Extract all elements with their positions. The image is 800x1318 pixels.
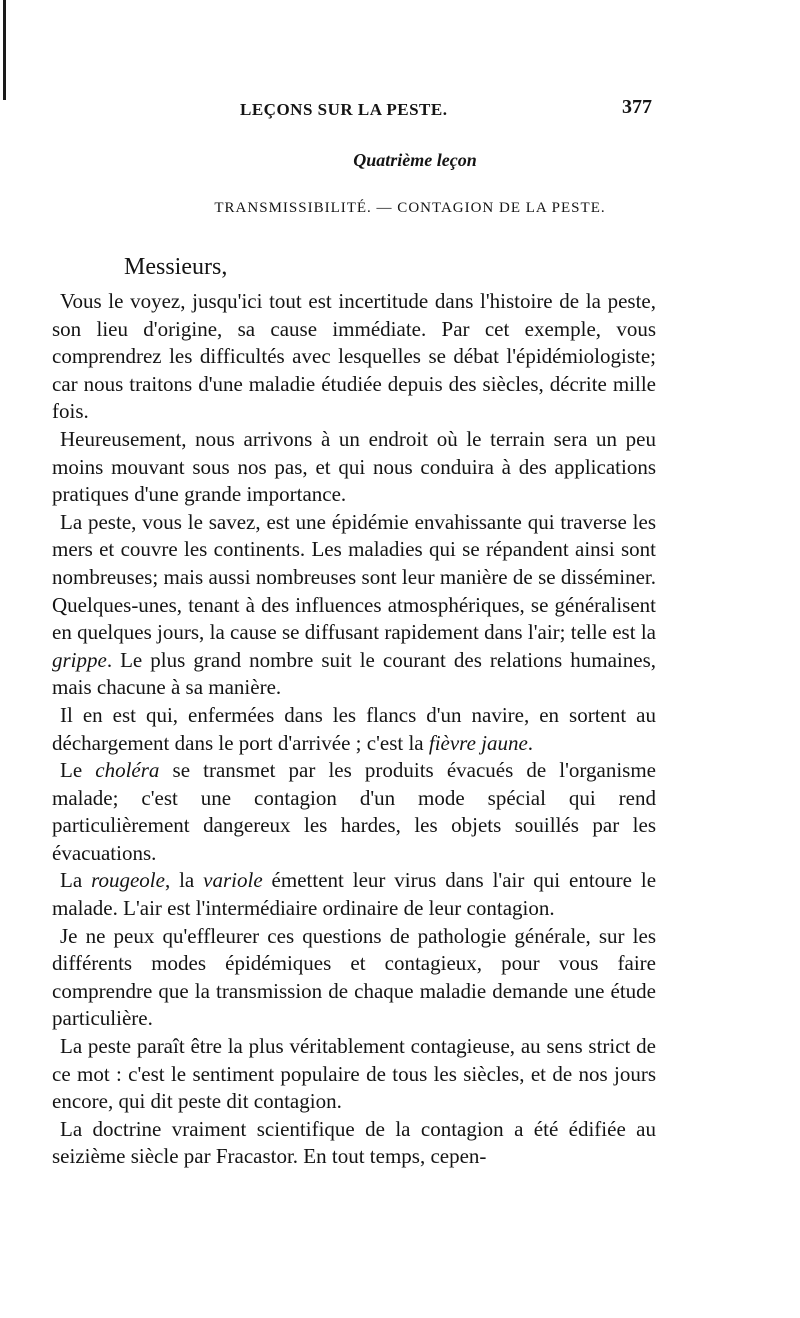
paragraph-text: Vous le voyez, jusqu'ici tout est incertitude dans l'histoire de la peste, son lieu d'origine, sa cause immédiate. Par cet exemple, vous comprendrez les difficultés avec lesquelles se débat l'épidémiologiste; car nous traitons d'une maladie étudiée depuis des siècles, décrite mille fois.: [52, 289, 656, 424]
running-title: LEÇONS SUR LA PESTE.: [240, 100, 448, 119]
lesson-title: Quatrième leçon: [353, 150, 477, 170]
paragraph-text: , la: [164, 868, 195, 893]
paragraph: [52, 757, 656, 867]
italic-term: fièvre jaune: [428, 730, 528, 755]
paragraph-text: La doctrine vraiment scientifique de la contagion a été édifiée au seizième siècle par Fracastor. En tout temps, cepen-: [52, 1116, 656, 1169]
paragraph-text: Heureusement, nous arrivons à un endroit où le terrain sera un peu moins mouvant sous nos pas, et qui nous conduira à des applications pratiques d'une grande importance.: [52, 426, 656, 507]
page-header: [0, 96, 800, 126]
paragraph-text: La peste paraît être la plus véritablement contagieuse, au sens strict de ce mot : c'est le sentiment populaire de tous les siècles, et de nos jours encore, qui dit peste dit contagion.: [52, 1034, 656, 1114]
paragraph: [52, 288, 656, 426]
paragraph: [52, 702, 656, 757]
section-title: TRANSMISSIBILITÉ. — CONTAGION DE LA PESTE.: [214, 200, 606, 216]
paragraph-text: émettent leur virus dans l'air qui entoure le malade. L'air est l'intermédiaire ordinaire de leur contagion.: [52, 868, 657, 921]
italic-term: choléra: [95, 758, 160, 783]
paragraph-text: Le: [60, 758, 83, 783]
paragraph-text: se transmet par les produits évacués de l'organisme malade; c'est une contagion d'un mode spécial qui rend particulièrement dangereux les hardes, les objets souillés par les évacuations.: [52, 758, 657, 865]
italic-term: rougeole: [91, 868, 165, 893]
paragraph: [52, 867, 656, 922]
paragraph-text: La peste, vous le savez, est une épidémie envahissante qui traverse les mers et couvre les continents. Les maladies qui se répandent ainsi sont nombreuses; mais aussi nombreuses sont leur manière de se disséminer. Quelques-unes, tenant à des influences atmosphériques, se généralisent en quelques jours, la cause se diffusant rapidement dans l'air; telle est la: [52, 509, 656, 645]
salutation: Messieurs,: [124, 254, 228, 280]
page-edge-line: [3, 0, 6, 100]
paragraph: [52, 509, 656, 702]
paragraph: [52, 1033, 656, 1116]
paragraph: [52, 923, 656, 1033]
italic-term: variole: [203, 868, 263, 893]
paragraph-text: La: [60, 868, 83, 893]
paragraph-text: . Le plus grand nombre suit le courant des relations humaines, mais chacune à sa manière.: [52, 647, 656, 700]
paragraph-text: .: [527, 730, 534, 755]
paragraph: [52, 1116, 656, 1171]
paragraph-text: Je ne peux qu'effleurer ces questions de pathologie générale, sur les différents modes épidémiques et contagieux, pour vous faire comprendre que la transmission de chaque maladie demande une étude particulière.: [52, 923, 656, 1031]
italic-term: grippe: [52, 647, 107, 672]
body-text: [52, 288, 656, 1171]
paragraph-text: Il en est qui, enfermées dans les flancs d'un navire, en sortent au déchargement dans le port d'arrivée ; c'est la: [52, 702, 656, 755]
page-number: 377: [622, 96, 652, 118]
paragraph: [52, 426, 656, 509]
